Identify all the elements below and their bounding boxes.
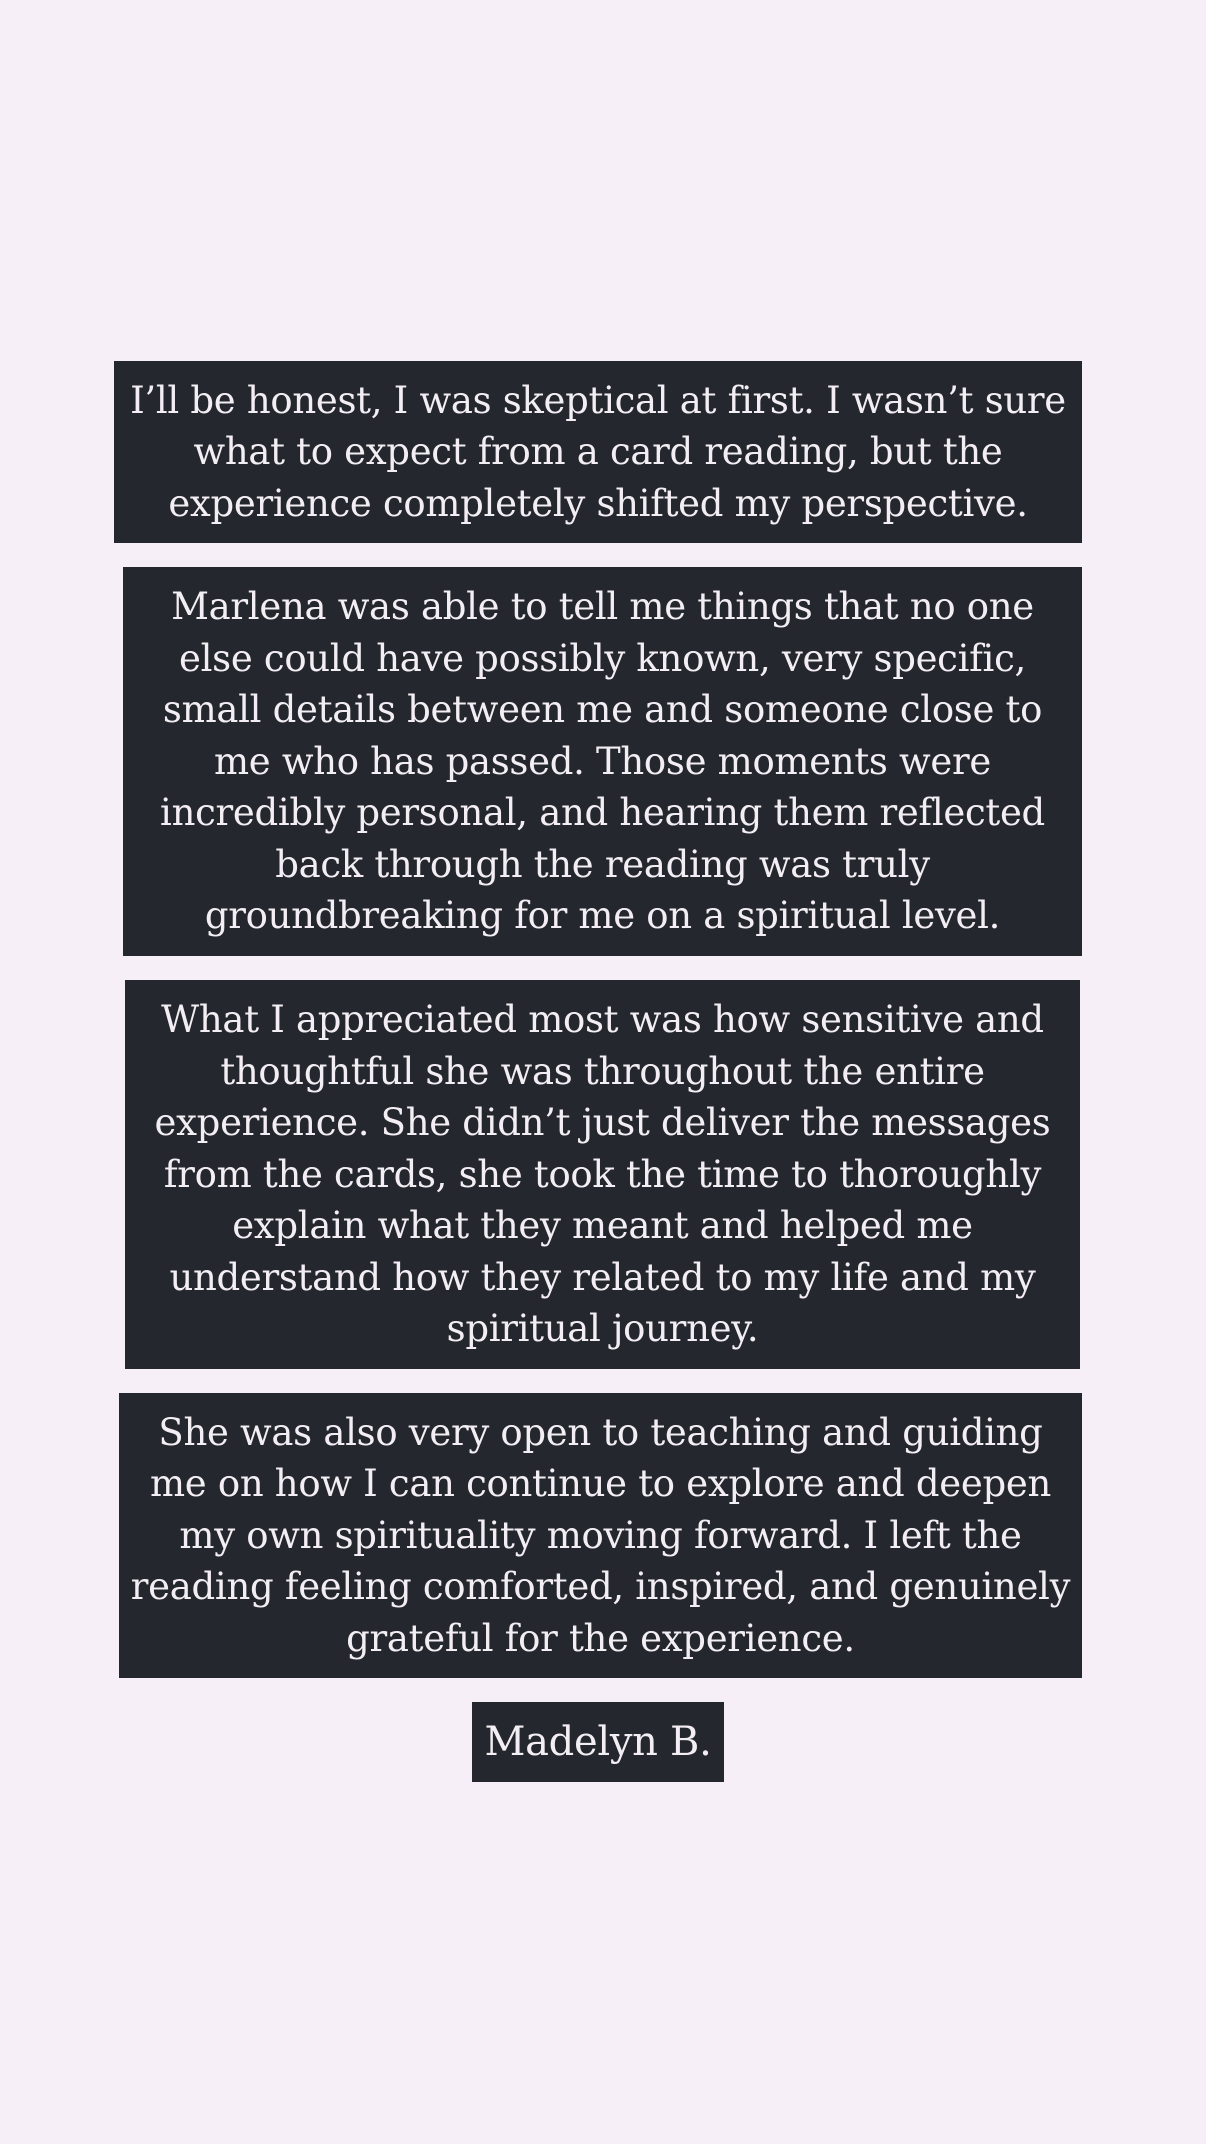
testimonial-paragraph-1: [114, 361, 1082, 543]
testimonial-text: She was also very open to teaching and guiding me on how I can continue to explore and deepen my own spirituality moving forward. I left the reading feeling comforted, inspired, and genuinely grateful for the experience.: [130, 1410, 1071, 1660]
author-name: Madelyn B.: [484, 1719, 712, 1765]
testimonial-text: What I appreciated most was how sensitive and thoughtful she was throughout the entire experience. She didn’t just deliver the messages from the cards, she took the time to thoroughly explain what they meant and helped me understand how they related to my life and my spiritual journey.: [154, 998, 1051, 1351]
testimonial-text: I’ll be honest, I was skeptical at first. I wasn’t sure what to expect from a card reading, but the experience completely shifted my perspective.: [130, 378, 1066, 525]
testimonial-author: [472, 1702, 724, 1782]
testimonial-paragraph-4: [119, 1393, 1082, 1678]
testimonial-text: Marlena was able to tell me things that no one else could have possibly known, very specific, small details between me and someone close to me who has passed. Those moments were incredibly personal, and hearing them reflected back through the reading was truly groundbreaking for me on a spiritual level.: [160, 585, 1045, 938]
testimonial-paragraph-3: [125, 980, 1080, 1369]
testimonial-paragraph-2: [123, 567, 1082, 956]
